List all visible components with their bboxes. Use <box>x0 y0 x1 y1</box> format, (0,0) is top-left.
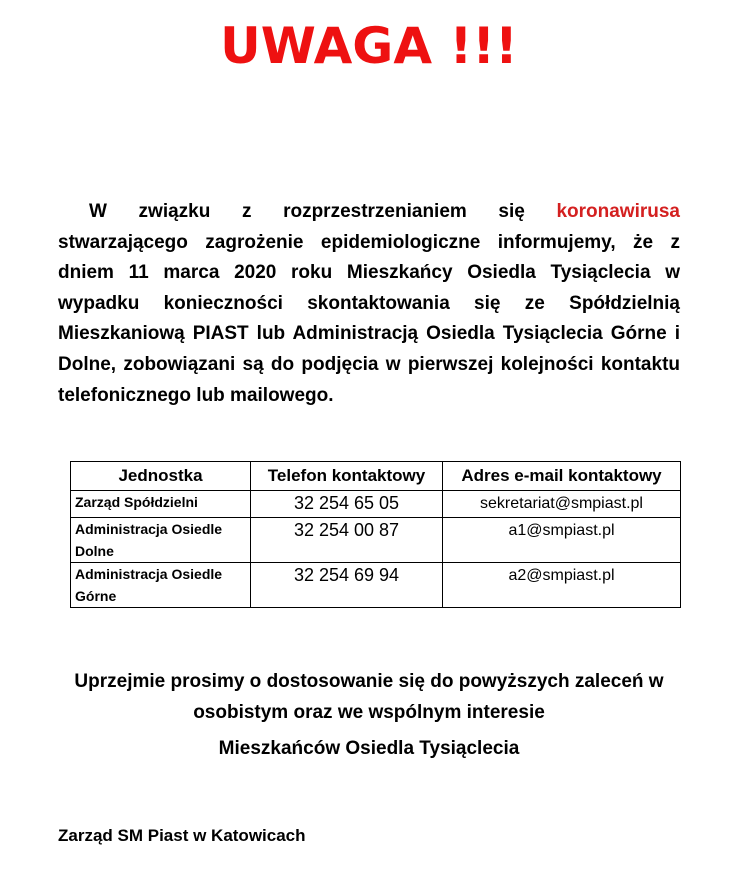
intro-text-rest: stwarzającego zagrożenie epidemiologiczne informujemy, że z dniem 11 marca 2020 roku Mieszkańcy Osiedla Tysiąclecia w wypadku konieczności skontaktowania się ze Spółdzielnią Mieszkaniową PIAST lub Administracją Osiedla Tysiąclecia Górne i Dolne, zobowiązani są do podjęcia w pierwszej kolejności kontaktu telefonicznego lub mailowego. <box>58 231 680 406</box>
closing-request: Uprzejmie prosimy o dostosowanie się do powyższych zaleceń w osobistym oraz we wspólnym interesie <box>74 671 664 723</box>
phone-cell: 32 254 69 94 <box>251 563 443 608</box>
phone-cell: 32 254 00 87 <box>251 518 443 563</box>
email-cell: a2@smpiast.pl <box>443 563 681 608</box>
email-cell: a1@smpiast.pl <box>443 518 681 563</box>
unit-cell: Administracja Osiedle Górne <box>71 563 251 608</box>
closing-residents: Mieszkańców Osiedla Tysiąclecia <box>218 738 520 759</box>
intro-paragraph <box>58 197 680 411</box>
phone-cell: 32 254 65 05 <box>251 491 443 518</box>
contacts-table <box>70 461 681 608</box>
header-phone: Telefon kontaktowy <box>251 462 443 491</box>
header-email: Adres e-mail kontaktowy <box>443 462 681 491</box>
table-row <box>71 518 681 563</box>
page-title: UWAGA !!! <box>220 17 518 75</box>
unit-cell: Administracja Osiedle Dolne <box>71 518 251 563</box>
header-unit: Jednostka <box>71 462 251 491</box>
intro-highlight-word: koronawirusa <box>556 201 680 222</box>
table-row <box>71 563 681 608</box>
table-row <box>71 491 681 518</box>
unit-cell: Zarząd Spółdzielni <box>71 491 251 518</box>
signature: Zarząd SM Piast w Katowicach <box>58 826 306 845</box>
table-header-row <box>71 462 681 491</box>
intro-text-start: W związku z rozprzestrzenianiem się <box>89 201 557 222</box>
email-cell: sekretariat@smpiast.pl <box>443 491 681 518</box>
